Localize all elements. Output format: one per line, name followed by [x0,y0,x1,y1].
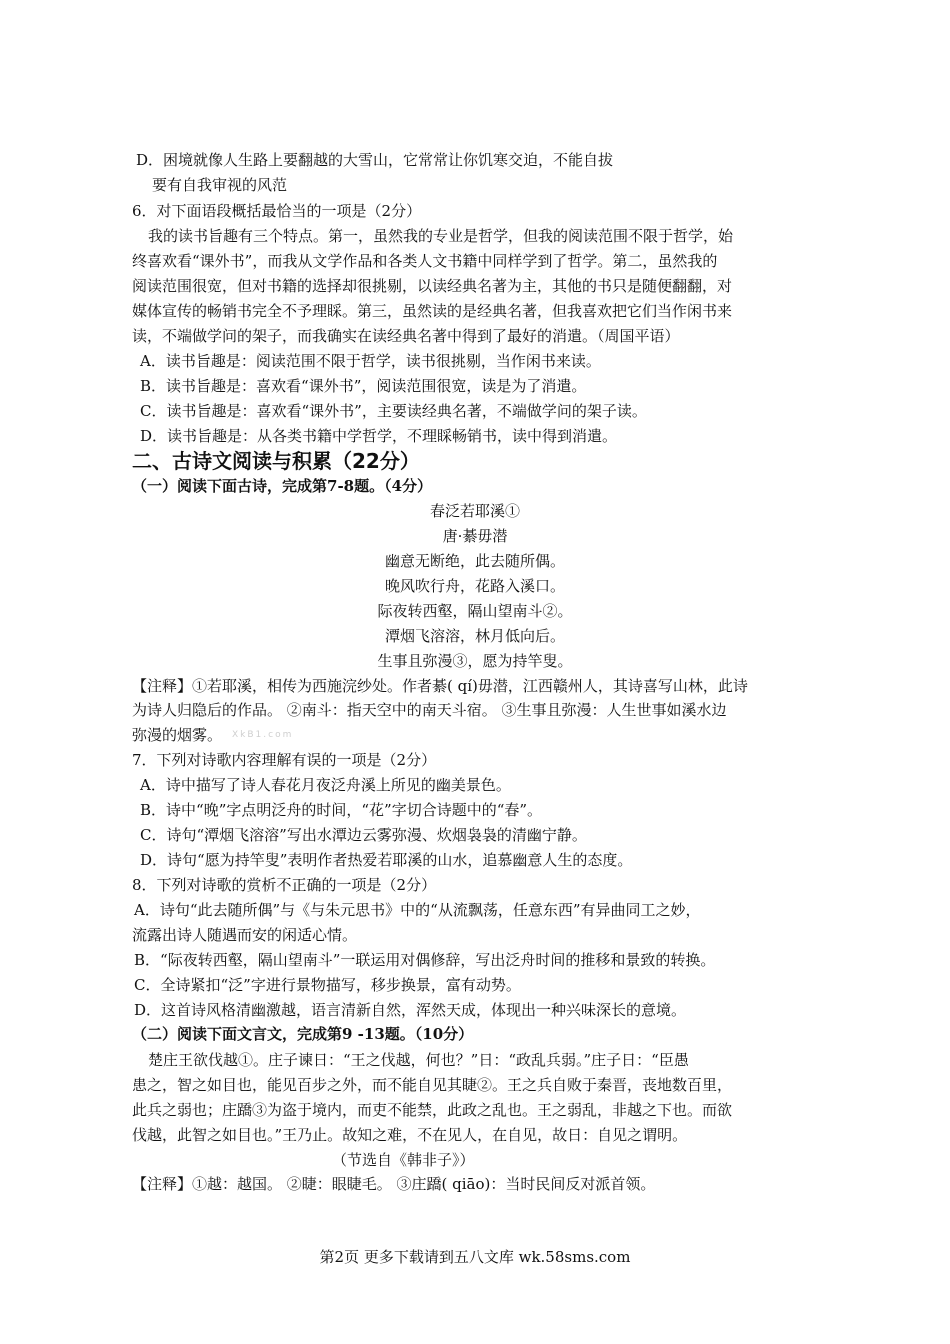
q6-option-b: B．读书旨趣是：喜欢看“课外书”，阅读范围很宽，读是为了消遣。 [140,377,587,395]
q6-passage-line: 终喜欢看“课外书”，而我从文学作品和各类人文书籍中同样学到了哲学。第二，虽然我的 [132,252,718,270]
poem-line: 生事且弥漫③，愿为持竿叟。 [377,652,573,670]
watermark: XkB1.com [232,730,294,740]
part2-heading: （二）阅读下面文言文，完成第9 -13题。（10分） [132,1025,474,1043]
q5-option-d-line2: 要有自我审视的风范 [152,176,288,194]
q5-option-d-line1: D．困境就像人生路上要翻越的大雪山，它常常让你饥寒交迫，不能自拔 [136,151,614,169]
poem-line: 潭烟飞溶溶，林月低向后。 [384,627,565,645]
q6-stem: 6．对下面语段概括最恰当的一项是（2分） [132,202,422,220]
poem-title: 春泛若耶溪① [429,502,520,520]
q6-option-a: A．读书旨趣是：阅读范围不限于哲学，读书很挑剔，当作闲书来读。 [140,352,601,370]
poem-line: 幽意无断绝，此去随所偶。 [384,552,565,570]
q7-option-b: B．诗中“晚”字点明泛舟的时间，“花”字切合诗题中的“春”。 [140,801,543,819]
q6-option-d: D．读书旨趣是：从各类书籍中学哲学，不理睬畅销书，读中得到消遣。 [140,427,618,445]
q8-option-a-line1: A．诗句“此去随所偶”与《与朱元思书》中的“从流飘荡，任意东西”有异曲同工之妙， [134,901,701,919]
classical-passage-line: 此兵之弱也；庄蹻③为盗于境内，而吏不能禁，此政之乱也。王之弱乱，非越之下也。而欲 [132,1101,733,1119]
section2-heading: 二、古诗文阅读与积累（22分） [132,449,420,473]
poem-note-line1: 【注释】①若耶溪，相传为西施浣纱处。作者綦( qí)毋潜，江西赣州人，其诗喜写山林，此诗 [132,677,748,695]
poem-line: 晚风吹行舟，花路入溪口。 [384,577,565,595]
q7-option-d: D．诗句“愿为持竿叟”表明作者热爱若耶溪的山水，追慕幽意人生的态度。 [140,851,633,869]
poem-line: 际夜转西壑，隔山望南斗②。 [377,602,573,620]
page-footer: 第2页 更多下载请到五八文库 wk.58sms.com [319,1248,631,1266]
q6-passage-line: 媒体宣传的畅销书完全不予理睬。第三，虽然读的是经典名著，但我喜欢把它们当作闲书来 [132,302,733,320]
q6-passage-line: 读，不端做学问的架子，而我确实在读经典名著中得到了最好的消遣。（周国平语） [132,327,680,345]
q7-stem: 7．下列对诗歌内容理解有误的一项是（2分） [132,751,437,769]
classical-passage-line: 患之，智之如目也，能见百步之外，而不能自见其睫②。王之兵自败于秦晋，丧地数百里， [132,1076,733,1094]
poem-author: 唐·綦毋潜 [442,527,508,545]
q8-option-b: B．“际夜转西壑，隔山望南斗”一联运用对偶修辞，写出泛舟时间的推移和景致的转换。 [134,951,716,969]
q6-option-c: C．读书旨趣是：喜欢看“课外书”，主要读经典名著，不端做学问的架子读。 [140,402,647,420]
classical-passage-line: 楚庄王欲伐越①。庄子谏日：“王之伐越，何也？”日：“政乱兵弱。”庄子日：“臣愚 [148,1051,689,1069]
q8-option-a-line2: 流露出诗人随遇而安的闲适心情。 [132,926,358,944]
poem-note-line2: 为诗人归隐后的作品。 ②南斗：指天空中的南天斗宿。 ③生事且弥漫：人生世事如溪水边 [132,701,727,719]
classical-passage-line: 伐越，此智之如目也。”王乃止。故知之难，不在见人，在自见，故日：自见之谓明。 [132,1126,688,1144]
q8-option-d: D．这首诗风格清幽激越，语言清新自然，浑然天成，体现出一种兴味深长的意境。 [134,1001,687,1019]
q6-passage-line: 阅读范围很宽，但对书籍的选择却很挑剔，以读经典名著为主，其他的书只是随便翻翻，对 [132,277,733,295]
poem-note-line3: 弥漫的烟雾。 [132,726,223,744]
q6-passage-line: 我的读书旨趣有三个特点。第一，虽然我的专业是哲学，但我的阅读范围不限于哲学，始 [148,227,734,245]
q8-option-c: C．全诗紧扣“泛”字进行景物描写，移步换景，富有动势。 [134,976,521,994]
q7-option-a: A．诗中描写了诗人春花月夜泛舟溪上所见的幽美景色。 [140,776,511,794]
part1-heading: （一）阅读下面古诗，完成第7-8题。（4分） [132,477,433,495]
q7-option-c: C．诗句“潭烟飞溶溶”写出水潭边云雾弥漫、炊烟袅袅的清幽宁静。 [140,826,587,844]
classical-note: 【注释】①越：越国。 ②睫：眼睫毛。 ③庄蹻( qiāo)：当时民间反对派首领。 [132,1175,656,1193]
q8-stem: 8．下列对诗歌的赏析不正确的一项是（2分） [132,876,437,894]
classical-source: （节选自《韩非子》） [332,1151,475,1169]
